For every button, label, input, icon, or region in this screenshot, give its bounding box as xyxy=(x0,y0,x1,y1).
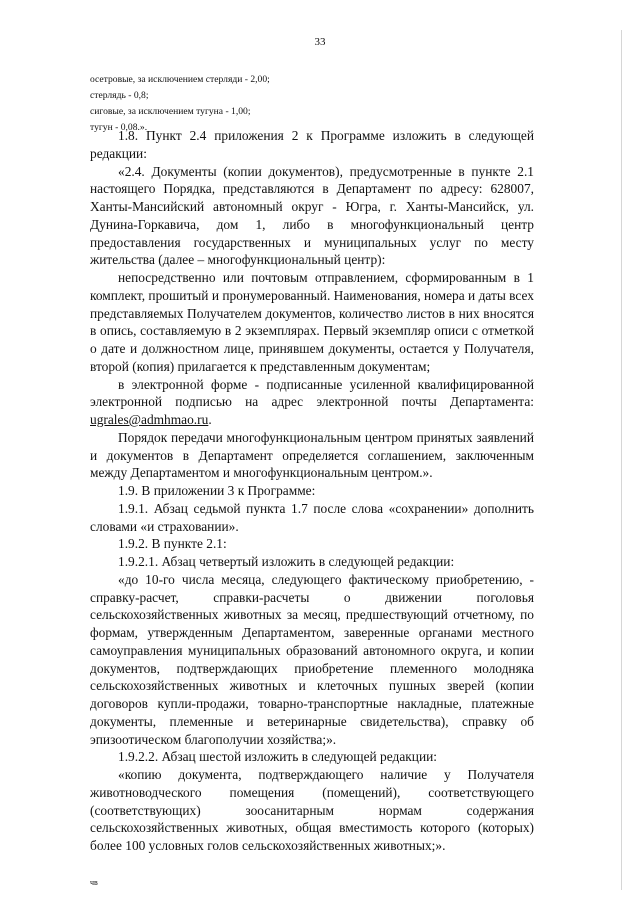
paragraph: непосредственно или почтовым отправлением, сформированным в 1 комплект, прошитый и пронумерованный. Наименования, номера и даты всех представляемых Получателем документов, количество листов в них вносятся в опись, составляемую в 2 экземплярах. Первый экземпляр описи с отметкой о дате и должностном лице, принявшем документы, остается у Получателя, второй (копия) прилагается к представленным документам; xyxy=(90,270,534,374)
paragraph: «копию документа, подтверждающего наличие у Получателя животноводческого помещения (помещений), соответствующего (соответствующих) зоосанитарным нормам содержания сельскохозяйственных животных, общая вместимость которого (которых) более 100 условных голов сельскохозяйственных животных;». xyxy=(90,767,534,853)
paragraph: 1.8. Пункт 2.4 приложения 2 к Программе изложить в следующей редакции: xyxy=(90,128,534,161)
small-line: стерлядь - 0,8; xyxy=(90,90,149,101)
footer-mark: чв xyxy=(90,878,98,887)
paragraph xyxy=(90,376,534,429)
paragraph: 1.9.2.2. Абзац шестой изложить в следующей редакции: xyxy=(118,749,437,765)
paragraph: 1.9.2.1. Абзац четвертый изложить в следующей редакции: xyxy=(118,554,455,569)
paragraph: «2.4. Документы (копии документов), предусмотренные в пункте 2.1 настоящего Порядка, представляются в Департамент по адресу: 628007, Ханты-Мансийский автономный округ - Югра, г. Ханты-Мансийск, ул. Дунина-Горкавича, дом 1, либо в многофункциональный центр предоставления государственных и муниципальных услуг по месту жительства (далее – многофункциональный центр): xyxy=(90,163,534,268)
small-line: сиговые, за исключением тугуна - 1,00; xyxy=(90,106,251,117)
paragraph: 1.9.1. Абзац седьмой пункта 1.7 после слова «сохранении» дополнить словами «и страховании». xyxy=(90,500,534,534)
paragraph: Порядок передачи многофункциональным центром принятых заявлений и документов в Департамент определяется соглашением, заключенным между Департаментом и многофункциональным центром.». xyxy=(90,429,534,481)
page-number: 33 xyxy=(314,36,326,48)
scan-edge-divider xyxy=(621,30,622,890)
paragraph-text: в электронной форме - подписанные усиленной квалифицированной электронной подписью на адрес электронной почты Департамента: xyxy=(90,376,534,410)
small-line: тугун - 0,08.». xyxy=(90,122,148,133)
small-line: осетровые, за исключением стерляди - 2,00; xyxy=(90,74,270,85)
document-body xyxy=(90,127,534,855)
paragraph-tail: . xyxy=(208,412,212,427)
paragraph: «до 10-го числа месяца, следующего фактическому приобретению, - справку-расчет, справки-расчеты о движении поголовья сельскохозяйственных животных за месяц, предшествующий отчетному, по формам, утвержденным Департаментом, заверенные органами местного самоуправления муниципальных образований автономного округа, и копии документов, подтверждающих приобретение племенного молодняка сельскохозяйственных животных и клеточных пушных зверей (копии договоров купли-продажи, товарно-транспортные накладные, платежные документы, племенные и ветеринарные свидетельства), справку об эпизоотическом благополучии хозяйства;». xyxy=(90,571,534,747)
paragraph: 1.9.2. В пункте 2.1: xyxy=(118,536,227,552)
paragraph: 1.9. В приложении 3 к Программе: xyxy=(118,483,316,498)
email-link[interactable]: ugrales@admhmao.ru xyxy=(90,412,209,427)
